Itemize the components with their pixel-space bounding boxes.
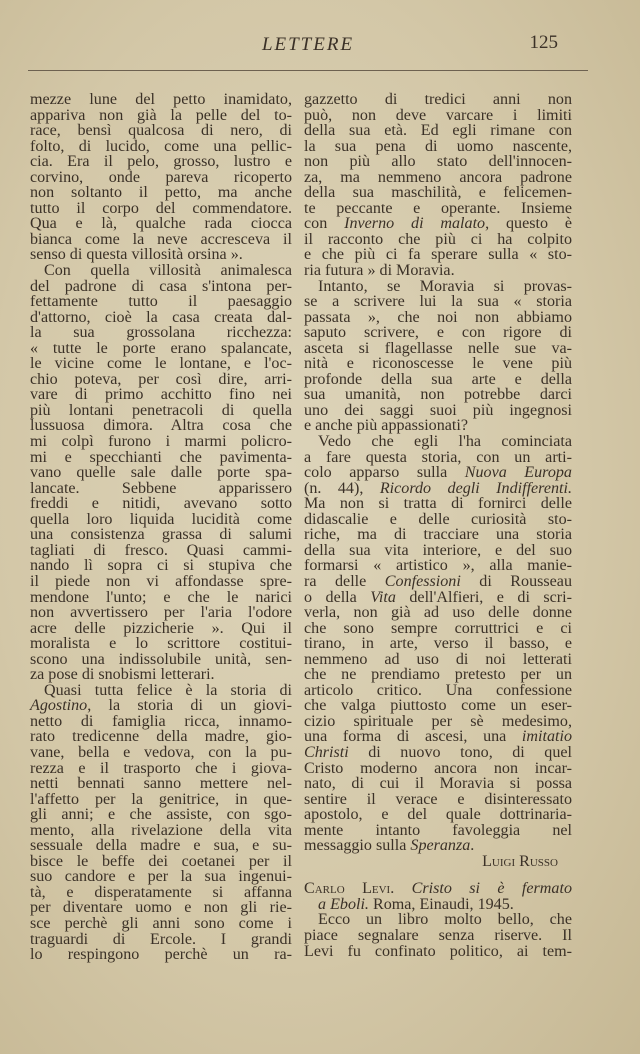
text-run: vane, bella e vedova, con la pu- — [30, 743, 292, 761]
text-line — [304, 92, 572, 108]
text-line — [30, 745, 292, 761]
text-line — [304, 465, 572, 481]
text-line — [30, 605, 292, 621]
italic-title: Vita — [370, 588, 396, 606]
text-run: Levi fu confinato politico, ai tem- — [304, 942, 572, 960]
author-signature: Luigi Russo — [482, 852, 558, 870]
text-line — [30, 932, 292, 948]
text-run: Quasi tutta felice è la storia di — [44, 681, 292, 699]
text-line — [30, 590, 292, 606]
text-line — [30, 387, 292, 403]
text-run: riche, ma di tracciare una storia — [304, 526, 572, 544]
text-line — [304, 543, 572, 559]
text-line — [304, 652, 572, 668]
text-line — [304, 807, 572, 823]
text-run: non avvertissero per l'aria l'odore — [30, 604, 292, 622]
text-run: tutto il corpo del commendatore. — [30, 199, 292, 217]
author-name: Carlo Levi. — [304, 880, 395, 898]
text-run: vare di primo acchitto fino nei — [30, 386, 292, 404]
text-line — [304, 216, 572, 232]
text-line — [30, 574, 292, 590]
text-run: mento, alla rivelazione della vita — [30, 821, 292, 839]
text-line — [304, 574, 572, 590]
text-line — [30, 356, 292, 372]
text-line — [304, 527, 572, 543]
text-line — [304, 108, 572, 124]
text-line — [30, 310, 292, 326]
text-run: passata », che noi non abbiamo — [304, 308, 572, 326]
text-line — [304, 247, 572, 263]
text-run: bisce le beffe dei coetanei per il — [30, 852, 292, 870]
text-line — [30, 216, 292, 232]
text-line — [304, 450, 572, 466]
text-run: non più allo stato dell'innocen- — [304, 153, 572, 171]
text-run: za, ma nemmeno ancora padrone — [304, 168, 572, 186]
text-run: cizio spirituale per sè medesimo, — [304, 712, 572, 730]
text-line — [304, 838, 572, 854]
text-line — [30, 154, 292, 170]
text-line — [30, 885, 292, 901]
text-run: traguardi di Ercole. I grandi — [30, 930, 292, 948]
text-run: il piede non vi affondasse spre- — [30, 572, 292, 590]
text-run: rezza e il trasporto che i giova- — [30, 759, 292, 777]
text-run: za pose di snobismi letterari. — [30, 666, 215, 684]
text-run: folto, di lucido, come una pellic- — [30, 137, 292, 155]
text-run: fettamente tutto il paesaggio — [30, 293, 292, 311]
text-run: sentire il verace e disinteressato — [304, 790, 572, 808]
text-line — [304, 928, 572, 944]
text-run: e che più ci fa sperare sulla « sto- — [304, 246, 572, 264]
text-line — [304, 605, 572, 621]
text-run: le vicine come le lontane, e l'oc- — [30, 355, 292, 373]
text-run: lussuosa dimora. Altra cosa che — [30, 417, 292, 435]
text-run: mi colpì furono i marmi policro- — [30, 433, 292, 451]
text-run — [394, 880, 411, 897]
text-run: nemmeno ad uso di noi letterati — [304, 650, 572, 668]
italic-title: Nuova Europa — [464, 464, 572, 482]
text-run: profonde della sua arte e della — [304, 370, 572, 388]
text-run: vano quelle sale dalle porte spa- — [30, 464, 292, 482]
paragraph — [304, 92, 572, 279]
book-review — [304, 881, 572, 959]
text-line — [304, 232, 572, 248]
text-line — [304, 621, 572, 637]
text-line — [30, 92, 292, 108]
paragraph — [30, 683, 292, 963]
italic-title: Agostino — [30, 697, 88, 715]
text-run: la sua grossolana ricchezza: — [30, 324, 292, 342]
text-run: la sua pena di uomo nascente, — [304, 137, 572, 155]
text-line — [30, 854, 292, 870]
text-run: e anche più appassionati? — [304, 417, 469, 435]
text-run: non soltanto il petto, ma anche — [30, 184, 292, 202]
paragraph — [30, 92, 292, 263]
page-number: 125 — [529, 32, 558, 53]
text-run: dell'Alfieri, e di scri- — [395, 588, 572, 606]
text-run: Ecco un libro molto bello, che — [318, 911, 572, 929]
text-run: cia. Era il pelo, grosso, lustro e — [30, 153, 292, 171]
italic-title: Speranza — [410, 837, 471, 855]
text-run: della sua vita interiore, e del suo — [304, 541, 572, 559]
italic-title: Cristo si è fermato — [411, 880, 572, 898]
text-run: tà, e disperatamente si affanna — [30, 883, 292, 901]
text-run: netti bennati sanno mettere nel- — [30, 775, 292, 793]
text-line — [304, 185, 572, 201]
italic-title: Inverno di malato — [344, 215, 486, 233]
text-line — [304, 590, 572, 606]
text-line — [304, 310, 572, 326]
text-run: colo apparso sulla — [304, 464, 465, 482]
text-run: Ma non si tratta di fornirci delle — [304, 495, 572, 513]
text-run: con — [304, 215, 345, 233]
italic-title: Ricordo degli Indifferenti. — [379, 479, 573, 497]
text-line — [30, 683, 292, 699]
text-line — [304, 403, 572, 419]
text-line — [30, 776, 292, 792]
text-run: sce perchè gli anni sono come i — [30, 914, 292, 932]
text-run: corvino, onde pareva ricoperto — [30, 168, 292, 186]
text-line — [30, 201, 292, 217]
text-run: ra delle — [304, 572, 385, 590]
text-run: o della — [304, 588, 371, 606]
left-column — [30, 92, 292, 963]
text-line — [30, 792, 292, 808]
text-line — [304, 792, 572, 808]
text-run: senso di questa villosità orsina ». — [30, 246, 243, 264]
book-citation — [304, 881, 572, 897]
text-line — [30, 325, 292, 341]
text-run: piace segnalare senza riserve. Il — [304, 926, 572, 944]
text-line — [304, 294, 572, 310]
paragraph — [30, 263, 292, 683]
text-run: scono una indissolubile unità, sen- — [30, 650, 292, 668]
text-line — [30, 185, 292, 201]
text-line — [304, 823, 572, 839]
text-run: verla, non già ad uso delle donne — [304, 604, 572, 622]
text-line — [304, 356, 572, 372]
text-line — [304, 325, 572, 341]
text-run: articolo critico. Una confessione — [304, 681, 572, 699]
paragraph — [304, 434, 572, 854]
text-line — [304, 745, 572, 761]
text-line — [30, 652, 292, 668]
text-run: netto di famiglia ricca, innamo- — [30, 712, 292, 730]
text-line — [304, 201, 572, 217]
text-line — [304, 667, 572, 683]
text-line — [304, 512, 572, 528]
text-run: te peccante e operante. Insieme — [304, 199, 572, 217]
text-run: apostolo, e del quale dottrinaria- — [304, 806, 572, 824]
text-run: (n. 44), — [304, 479, 380, 497]
italic-title: a Eboli. — [318, 895, 369, 913]
text-line — [30, 403, 292, 419]
text-line — [30, 247, 292, 263]
text-line — [30, 761, 292, 777]
text-run: di Rousseau — [460, 572, 572, 590]
right-column — [304, 92, 572, 959]
text-line — [30, 450, 292, 466]
text-line — [30, 900, 292, 916]
text-line — [30, 465, 292, 481]
text-run: moralista e lo scrittore costitui- — [30, 635, 292, 653]
text-run: ria futura » di Moravia. — [304, 262, 455, 280]
text-line — [30, 869, 292, 885]
text-line — [30, 418, 292, 434]
text-line — [30, 636, 292, 652]
text-line — [30, 729, 292, 745]
text-run: didascalie e delle curiosità sto- — [304, 510, 572, 528]
text-run: nando lì sopra ci si stupiva che — [30, 557, 292, 575]
text-run: che ne prendiamo pretesto per un — [304, 666, 572, 684]
text-run: una consistenza grassa di salumi — [30, 526, 292, 544]
text-line — [30, 558, 292, 574]
text-run: più lontani penetracoli di quella — [30, 401, 292, 419]
text-line — [304, 372, 572, 388]
text-line — [304, 558, 572, 574]
text-line — [304, 776, 572, 792]
text-line — [30, 916, 292, 932]
text-run: messaggio sulla — [304, 837, 411, 855]
italic-title: Christi — [304, 743, 349, 761]
text-run: bianca come la neve accresceva il — [30, 230, 292, 248]
text-run: d'attorno, cioè la casa creata dal- — [30, 308, 292, 326]
text-line — [304, 944, 572, 960]
text-run: Roma, Einaudi, 1945. — [368, 895, 514, 913]
text-run: Cristo moderno ancora non incar- — [304, 759, 572, 777]
text-run: freddi e nitidi, avevano sotto — [30, 495, 292, 513]
text-run: saputo scrivere, e con rigore di — [304, 324, 572, 342]
text-line — [304, 263, 572, 279]
text-run: gli anni; e che assiste, con sgo- — [30, 806, 292, 824]
text-line — [304, 434, 572, 450]
text-line — [30, 621, 292, 637]
text-run: sessuale della madre e sua, e su- — [30, 837, 292, 855]
text-run: può, non deve varcare i limiti — [304, 106, 572, 124]
text-line — [304, 683, 572, 699]
text-run: suo candore e per la sua ingenui- — [30, 868, 292, 886]
running-title: LETTERE — [261, 34, 355, 55]
text-run: a fare questa storia, con un arti- — [304, 448, 572, 466]
text-line — [304, 636, 572, 652]
italic-title: Confessioni — [384, 572, 461, 590]
text-run: mente intanto favoleggia nel — [304, 821, 572, 839]
text-run: asceta si flagellasse nelle sue va- — [304, 339, 572, 357]
text-run: tagliati di fresco. Quasi cammi- — [30, 541, 292, 559]
page-header — [28, 30, 588, 71]
text-run: mi e specchianti che pavimenta- — [30, 448, 292, 466]
text-run: gazzetto di tredici anni non — [304, 91, 572, 108]
text-run: mendone l'unto; e che le narici — [30, 588, 292, 606]
text-line — [30, 279, 292, 295]
text-run: rato tredicenne della madre, gio- — [30, 728, 292, 746]
text-line — [30, 527, 292, 543]
text-run: appariva non già la pelle del to- — [30, 106, 292, 124]
italic-title: imitatio — [521, 728, 572, 746]
text-line — [30, 512, 292, 528]
text-line — [30, 232, 292, 248]
text-line — [30, 807, 292, 823]
text-line — [304, 154, 572, 170]
book-citation — [304, 897, 572, 913]
text-run: del padrone di casa s'intona per- — [30, 277, 292, 295]
text-run: lo respingono perchè un ra- — [30, 946, 292, 964]
text-line — [30, 170, 292, 186]
text-line — [304, 123, 572, 139]
text-line — [30, 372, 292, 388]
text-line — [304, 170, 572, 186]
text-run: della sua età. Ed egli rimane con — [304, 122, 572, 140]
text-line — [304, 418, 572, 434]
text-line — [30, 341, 292, 357]
text-run: della sua maschilità, e felicemen- — [304, 184, 572, 202]
text-line — [30, 294, 292, 310]
text-run: . — [470, 837, 475, 855]
text-line — [30, 543, 292, 559]
text-run: lancate. Sebbene apparissero — [30, 479, 292, 497]
text-line — [30, 434, 292, 450]
text-run: formarsi « artistico », alla manie- — [304, 557, 572, 575]
text-line — [304, 729, 572, 745]
text-line — [304, 279, 572, 295]
text-line — [30, 838, 292, 854]
text-line — [30, 714, 292, 730]
text-run: nità e riconoscesse le vene più — [304, 355, 572, 373]
text-line — [30, 947, 292, 963]
text-line — [30, 263, 292, 279]
text-run: « tutte le porte erano spalancate, — [30, 339, 292, 357]
text-run: sua umanità, non potrebbe darci — [304, 386, 572, 404]
text-run: tirano, in arte, verso il basso, e — [304, 635, 572, 653]
text-run: , la storia di un giovi- — [87, 697, 292, 715]
text-run: se a scrivere lui la sua « storia — [304, 293, 572, 311]
text-run: l'affetto per la genitrice, in que- — [30, 790, 292, 808]
text-run: Intanto, se Moravia si provas- — [318, 277, 572, 295]
text-line — [30, 481, 292, 497]
text-line — [304, 496, 572, 512]
text-line — [304, 698, 572, 714]
text-run: Con quella villosità animalesca — [44, 262, 292, 280]
text-line — [304, 341, 572, 357]
text-line — [30, 667, 292, 683]
text-line — [30, 123, 292, 139]
text-run: chio poteva, per così dire, arri- — [30, 370, 292, 388]
text-run: , questo è — [485, 215, 573, 233]
text-line — [304, 387, 572, 403]
text-line — [304, 761, 572, 777]
text-run: che valga piuttosto come un eser- — [304, 697, 572, 715]
text-run: Qua e là, qualche rada ciocca — [30, 215, 292, 233]
text-line — [30, 496, 292, 512]
text-run: Vedo che egli l'ha cominciata — [318, 433, 572, 451]
text-run: il racconto che più ci ha colpito — [304, 230, 572, 248]
paragraph — [304, 279, 572, 434]
text-run: mezze lune del petto inamidato, — [30, 91, 292, 108]
text-line — [304, 912, 572, 928]
text-run: una forma di ascesi, una — [304, 728, 522, 746]
text-run: acre delle pizzicherie ». Qui il — [30, 619, 292, 637]
text-line — [30, 108, 292, 124]
text-run: di nuovo tono, di quel — [348, 743, 572, 761]
text-line — [30, 698, 292, 714]
text-run: nato, di cui il Moravia si possa — [304, 775, 572, 793]
text-run: che sono sempre corruttrici e ci — [304, 619, 572, 637]
text-line — [304, 139, 572, 155]
text-line — [304, 714, 572, 730]
text-run: uno dei saggi suoi più ingegnosi — [304, 401, 572, 419]
text-line — [30, 139, 292, 155]
text-run: race, bensì qualcosa di nero, di — [30, 122, 292, 140]
text-run: quella loro liquida lucidità come — [30, 510, 292, 528]
text-line — [30, 823, 292, 839]
text-line — [304, 481, 572, 497]
text-run: per diventare uomo e non gli rie- — [30, 899, 292, 917]
